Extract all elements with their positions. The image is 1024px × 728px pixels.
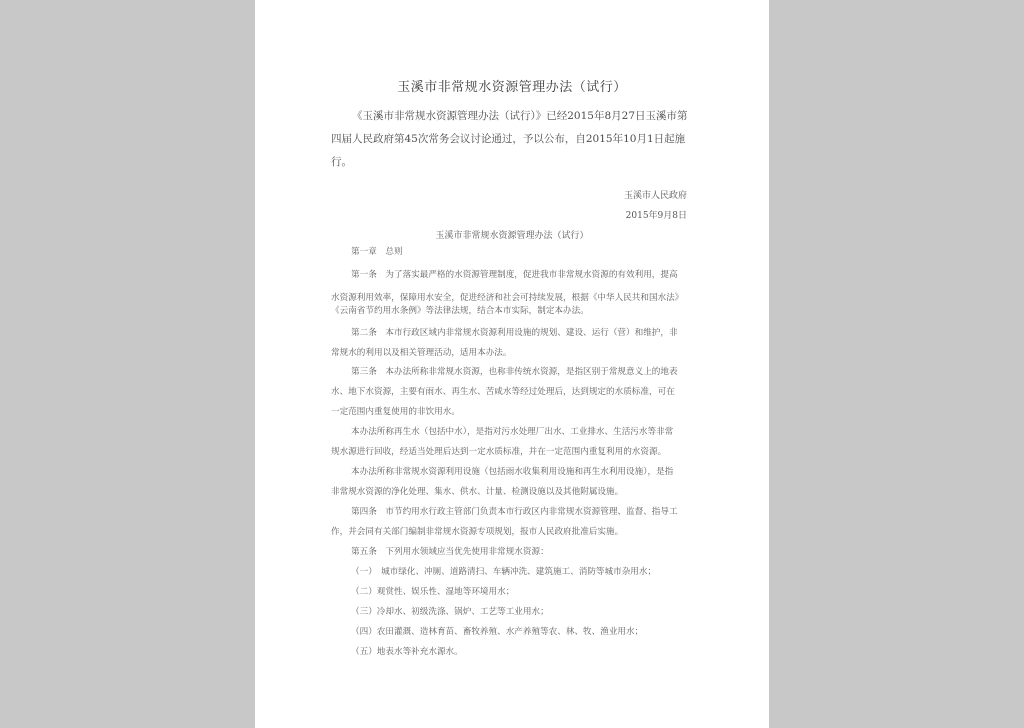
document-subtitle: 玉溪市非常规水资源管理办法（试行） — [435, 231, 589, 241]
signature-org: 玉溪市人民政府 — [623, 191, 687, 201]
body-line: 本办法所称非常规水资源利用设施（包括雨水收集利用设施和再生水利用设施），是指 — [351, 467, 674, 477]
chapter-heading: 第一章 总则 — [351, 247, 403, 257]
body-line: 本办法所称再生水（包括中水），是指对污水处理厂出水、工业排水、生活污水等非常 — [351, 427, 674, 437]
body-line: 第四条 市节约用水行政主管部门负责本市行政区内非常规水资源管理、监督、指导工 — [351, 507, 678, 517]
body-line: 水、地下水资源，主要有雨水、再生水、苦咸水等经过处理后，达到规定的水质标准，可在 — [331, 387, 675, 397]
document-title: 玉溪市非常规水资源管理办法（试行） — [397, 80, 627, 95]
body-line: 规水源进行回收，经适当处理后达到一定水质标准，并在一定范围内重复利用的水资源。 — [331, 447, 667, 457]
body-line: 第二条 本市行政区域内非常规水资源利用设施的规划、建设、运行（营）和维护，非 — [351, 328, 678, 338]
body-line: 第三条 本办法所称非常规水资源，也称非传统水资源，是指区别于常规意义上的地表 — [351, 367, 678, 377]
intro-text: 《玉溪市非常规水资源管理办法（试行）》已经2015年8月27日玉溪市第四届人民政府第45次常务会议讨论通过，予以公布，自2015年10月1日起施行。 — [331, 110, 688, 168]
body-line: 常规水的利用以及相关管理活动，适用本办法。 — [331, 348, 512, 358]
body-line: 第一条 为了落实最严格的水资源管理制度，促进我市非常规水资源的有效利用，提高 — [351, 270, 678, 280]
list-item: （三）冷却水、初级洗涤、锅炉、工艺等工业用水； — [351, 607, 549, 617]
body-line: 第五条 下列用水领域应当优先使用非常规水资源： — [351, 547, 549, 557]
list-item: （四）农田灌溉、造林育苗、畜牧养殖、水产养殖等农、林、牧、渔业用水； — [351, 627, 644, 637]
body-line: 非常规水资源的净化处理、集水、供水、计量、检测设施以及其他附属设施。 — [331, 487, 624, 497]
body-line: 《云南省节约用水条例》等法律法规，结合本市实际，制定本办法。 — [331, 306, 589, 316]
intro-paragraph — [331, 105, 693, 174]
body-line: 一定范围内重复使用的非饮用水。 — [331, 407, 460, 417]
list-item: （五）地表水等补充水源水。 — [351, 647, 463, 657]
body-line: 水资源利用效率，保障用水安全，促进经济和社会可持续发展，根据《中华人民共和国水法》 — [331, 293, 684, 303]
list-item: （一） 城市绿化、冲厕、道路清扫、车辆冲洗、建筑施工、消防等城市杂用水； — [351, 567, 657, 577]
body-line: 作，并会同有关部门编制非常规水资源专项规划，报市人民政府批准后实施。 — [331, 527, 624, 537]
document-page — [255, 0, 769, 728]
list-item: （二）观赏性、娱乐性、湿地等环境用水； — [351, 587, 515, 597]
signature-date: 2015年9月8日 — [625, 211, 687, 221]
